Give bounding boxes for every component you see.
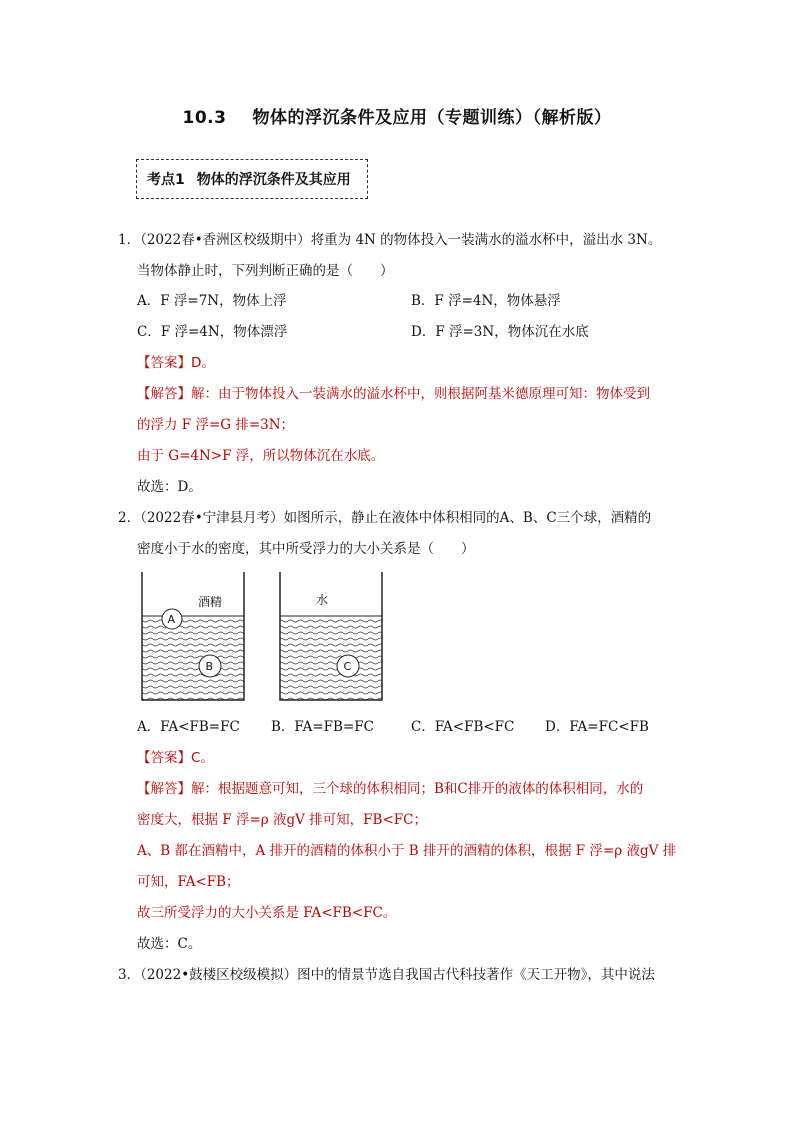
ball-c-label: C [343,660,352,673]
answer-value: D。 [191,355,215,371]
kaodian-label: 考点1 [147,172,185,188]
water-beaker [280,572,382,700]
q1-stem-line2: 当物体静止时，下列判断正确的是（ ） [137,263,394,279]
section-title: 物体的浮沉条件及应用（专题训练）（解析版） [252,108,612,128]
analysis-tag: 【解答】 [137,386,191,402]
q2-option-c[interactable]: C．FA<FB<FC [411,719,515,735]
ball-a-label: A [167,613,176,626]
q1-option-c[interactable]: C．F 浮=4N，物体漂浮 [137,324,288,340]
q2-option-d[interactable]: D．FA=FC<FB [545,719,649,735]
kaodian-box [136,159,368,199]
q2-option-a[interactable]: A．FA<FB=FC [137,719,240,735]
q2-option-b[interactable]: B．FA=FB=FC [271,719,374,735]
q2-choose: 故选：C。 [137,936,202,952]
q2-stem-line1: 2．（2022春•宁津县月考）如图所示，静止在液体中体积相同的A、B、C三个球，酒精的 [118,510,652,526]
answer-tag: 【答案】 [137,355,191,371]
q2-analysis-line3: A、B 都在酒精中，A 排开的酒精的体积小于 B 排开的酒精的体积，根据 F 浮=ρ 液gV 排 [137,843,677,859]
q2-analysis-line2: 密度大，根据 F 浮=ρ 液gV 排可知，FB<FC； [137,812,427,828]
analysis-tag: 【解答】 [137,781,191,797]
answer-tag: 【答案】 [137,750,191,766]
q3-stem-line1: 3．（2022•鼓楼区校级模拟）图中的情景节选自我国古代科技著作《天工开物》，其中说法 [118,967,655,983]
q1-analysis-line1: 【解答】解：由于物体投入一装满水的溢水杯中，则根据阿基米德原理可知：物体受到 [137,386,650,402]
page-title [0,103,794,128]
q2-analysis-line5: 故三所受浮力的大小关系是 FA<FB<FC。 [137,905,397,921]
q2-answer [137,749,214,767]
answer-value: C。 [191,750,214,766]
ball-b-label: B [205,660,214,673]
kaodian-text: 物体的浮沉条件及其应用 [196,172,351,188]
alcohol-label: 酒精 [198,595,223,609]
q1-answer [137,354,215,372]
q1-choose: 故选：D。 [137,479,202,495]
q2-analysis-line4: 可知，FA<FB； [137,874,240,890]
q1-stem-line1: 1．（2022春•香洲区校级期中）将重为 4N 的物体投入一装满水的溢水杯中，溢出水 3N。 [118,232,662,248]
q2-beakers-figure [138,570,388,706]
water-label: 水 [316,593,329,607]
section-number: 10.3 [182,108,227,128]
alcohol-beaker [142,572,244,700]
q1-option-b[interactable]: B．F 浮=4N，物体悬浮 [411,293,561,309]
q2-stem-line2: 密度小于水的密度，其中所受浮力的大小关系是（ ） [137,541,475,557]
q1-option-d[interactable]: D．F 浮=3N，物体沉在水底 [411,324,589,340]
q1-option-a[interactable]: A．F 浮=7N，物体上浮 [137,293,287,309]
q2-analysis-line1: 【解答】解：根据题意可知，三个球的体积相同；B和C排开的液体的体积相同，水的 [137,781,644,797]
q1-analysis-line2: 的浮力 F 浮=G 排=3N； [137,417,295,433]
q1-analysis-line3: 由于 G=4N>F 浮，所以物体沉在水底。 [137,448,385,464]
